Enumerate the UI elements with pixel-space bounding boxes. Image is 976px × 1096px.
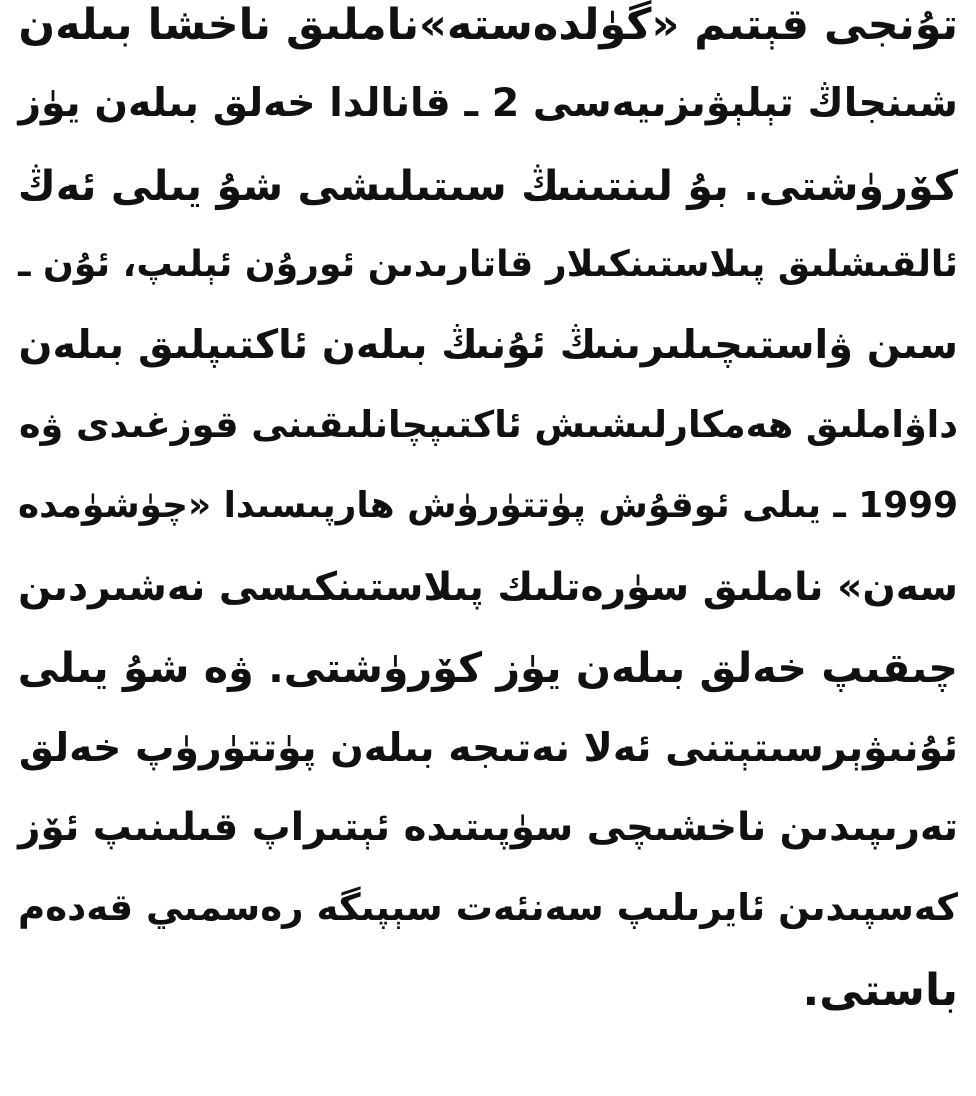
text-line: شىنجاڭ تېلېۋىزىيەسى 2 ـ قانالدا خەلق بىلەن يۈز: [18, 80, 958, 126]
text-line: ئالقىشلىق پىلاستىنكىلار قاتارىدىن ئورۇن ئېلىپ، ئۇن ـ: [18, 242, 958, 285]
text-line: چىقىپ خەلق بىلەن يۈز كۆرۈشتى. ۋە شۇ يىلى: [17, 644, 958, 692]
text-line: 1999 ـ يىلى ئوقۇش پۈتتۈرۈش ھارپىسىدا «چۈشۈمدە: [17, 485, 958, 526]
text-line: ئۇنىۋېرسىتېتنى ئەلا نەتىجە بىلەن پۈتتۈرۈپ خەلق: [18, 725, 958, 771]
text-line: باستى.: [802, 965, 958, 1016]
text-line: سەن» ناملىق سۈرەتلىك پىلاستىنكىسى نەشىردىن: [18, 565, 958, 610]
text-line: كەسپىدىن ئايرىلىپ سەنئەت سېپىگە رەسمىي قەدەم: [17, 886, 958, 929]
text-line: تەرىپىدىن ناخشىچى سۈپىتىدە ئېتىراپ قىلىنىپ ئۆز: [18, 805, 958, 850]
text-line: داۋاملىق ھەمكارلىشىش ئاكتىپچانلىقىنى قوزغىدى ۋە: [18, 403, 958, 446]
text-line: سىن ۋاستىچىلىرىنىڭ ئۇنىڭ بىلەن ئاكتىپلىق بىلەن: [18, 322, 958, 368]
text-line: تۇنجى قېتىم «گۈلدەستە»ناملىق ناخشا بىلەن: [18, 0, 958, 50]
text-line: كۆرۈشتى. بۇ لىنتىنىڭ سىتىلىشى شۇ يىلى ئەڭ: [17, 162, 958, 210]
